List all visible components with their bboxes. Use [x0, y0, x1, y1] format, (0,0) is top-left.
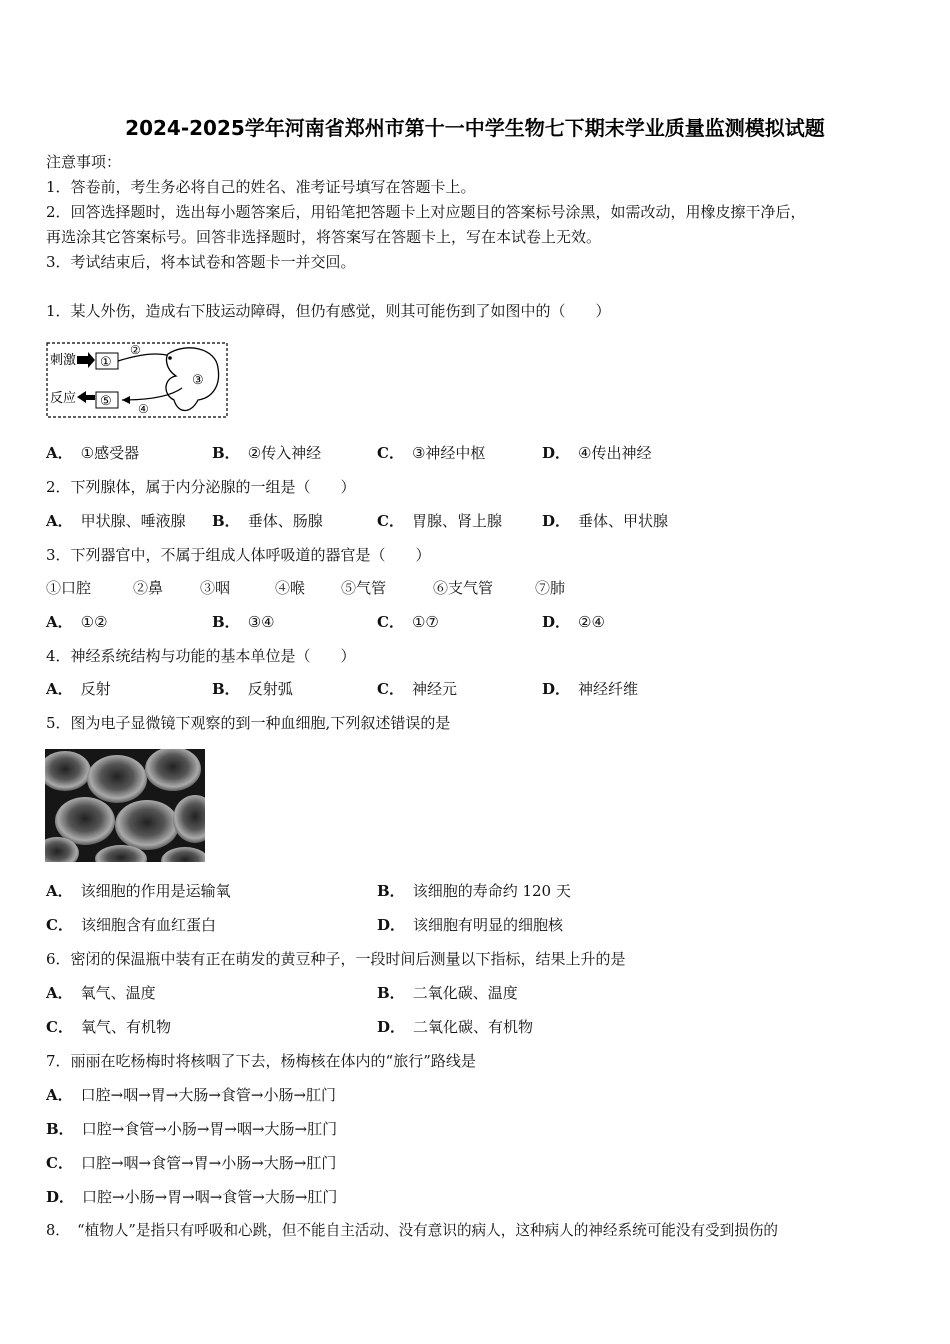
- option[interactable]: C． ③神经中枢: [377, 444, 486, 462]
- label-center: ③: [192, 373, 204, 388]
- response-label: 反应: [50, 391, 77, 406]
- stimulus-label: 刺激: [50, 353, 77, 368]
- label-afferent: ②: [130, 343, 141, 357]
- option[interactable]: D． ④传出神经: [542, 444, 652, 462]
- option[interactable]: B． 二氧化碳、温度: [377, 984, 518, 1002]
- notice-item: 1．答卷前，考生务必将自己的姓名、准考证号填写在答题卡上。: [46, 178, 476, 196]
- option[interactable]: C． ①⑦: [377, 613, 439, 631]
- option[interactable]: D． 该细胞有明显的细胞核: [377, 916, 564, 934]
- option[interactable]: D． 二氧化碳、有机物: [377, 1018, 534, 1036]
- notice-heading: 注意事项：: [46, 153, 122, 171]
- option[interactable]: C． 神经元: [377, 680, 457, 698]
- label-efferent: ④: [138, 402, 149, 416]
- option[interactable]: A． 甲状腺、唾液腺: [46, 512, 186, 530]
- organ-item: ②鼻: [133, 579, 164, 597]
- option[interactable]: B． 反射弧: [212, 680, 293, 698]
- option[interactable]: D． ②④: [542, 613, 605, 631]
- question-3-stem: 3．下列器官中，不属于组成人体呼吸道的器官是（ ）: [46, 546, 431, 564]
- option[interactable]: C． 口腔→咽→食管→胃→小肠→大肠→肛门: [46, 1154, 337, 1172]
- organ-item: ④喉: [275, 579, 306, 597]
- label-receptor: ①: [100, 355, 112, 370]
- option[interactable]: B． ②传入神经: [212, 444, 322, 462]
- option[interactable]: D． 垂体、甲状腺: [542, 512, 669, 530]
- organ-item: ③咽: [200, 579, 231, 597]
- question-4-stem: 4．神经系统结构与功能的基本单位是（ ）: [46, 647, 356, 665]
- question-1-stem: 1．某人外伤，造成右下肢运动障碍，但仍有感觉，则其可能伤到了如图中的（ ）: [46, 302, 611, 320]
- page-title: 2024-2025学年河南省郑州市第十一中学生物七下期末学业质量监测模拟试题: [125, 116, 825, 140]
- option[interactable]: B． 口腔→食管→小肠→胃→咽→大肠→肛门: [46, 1120, 338, 1138]
- question-8-stem: 8． “植物人”是指只有呼吸和心跳，但不能自主活动、没有意识的病人，这种病人的神经系统可能没有受到损伤的: [46, 1222, 779, 1239]
- option[interactable]: A． 氧气、温度: [46, 984, 156, 1002]
- label-effector: ⑤: [100, 394, 112, 409]
- question-6-stem: 6．密闭的保温瓶中装有正在萌发的黄豆种子，一段时间后测量以下指标，结果上升的是: [46, 950, 626, 968]
- option[interactable]: A． 该细胞的作用是运输氧: [46, 882, 231, 900]
- option[interactable]: C． 该细胞含有血红蛋白: [46, 916, 216, 934]
- option[interactable]: C． 氧气、有机物: [46, 1018, 171, 1036]
- red-blood-cell-micrograph: [45, 749, 205, 862]
- option[interactable]: A． 反射: [46, 680, 111, 698]
- notice-item: 再选涂其它答案标号。回答非选择题时，将答案写在答题卡上，写在本试卷上无效。: [46, 228, 602, 246]
- organ-item: ⑤气管: [341, 579, 387, 597]
- option[interactable]: A． 口腔→咽→胃→大肠→食管→小肠→肛门: [46, 1086, 337, 1104]
- notice-item: 3．考试结束后，将本试卷和答题卡一并交回。: [46, 253, 356, 271]
- reflex-arc-diagram: [46, 342, 228, 418]
- organ-item: ⑦肺: [535, 579, 566, 597]
- option[interactable]: A． ①感受器: [46, 444, 140, 462]
- organ-item: ⑥支气管: [433, 579, 494, 597]
- notice-item: 2．回答选择题时，选出每小题答案后，用铅笔把答题卡上对应题目的答案标号涂黑，如需改动，用橡皮擦干净后，: [46, 203, 806, 221]
- option[interactable]: B． ③④: [212, 613, 275, 631]
- organ-item: ①口腔: [46, 579, 92, 597]
- option[interactable]: C． 胃腺、肾上腺: [377, 512, 502, 530]
- question-2-stem: 2．下列腺体，属于内分泌腺的一组是（ ）: [46, 478, 356, 496]
- option[interactable]: B． 垂体、肠腺: [212, 512, 323, 530]
- option[interactable]: A． ①②: [46, 613, 108, 631]
- option[interactable]: B． 该细胞的寿命约 120 天: [377, 882, 571, 900]
- option[interactable]: D． 神经纤维: [542, 680, 639, 698]
- question-7-stem: 7．丽丽在吃杨梅时将核咽了下去，杨梅核在体内的“旅行”路线是: [46, 1052, 476, 1070]
- option[interactable]: D． 口腔→小肠→胃→咽→食管→大肠→肛门: [46, 1188, 338, 1206]
- question-5-stem: 5．图为电子显微镜下观察的到一种血细胞,下列叙述错误的是: [46, 714, 451, 732]
